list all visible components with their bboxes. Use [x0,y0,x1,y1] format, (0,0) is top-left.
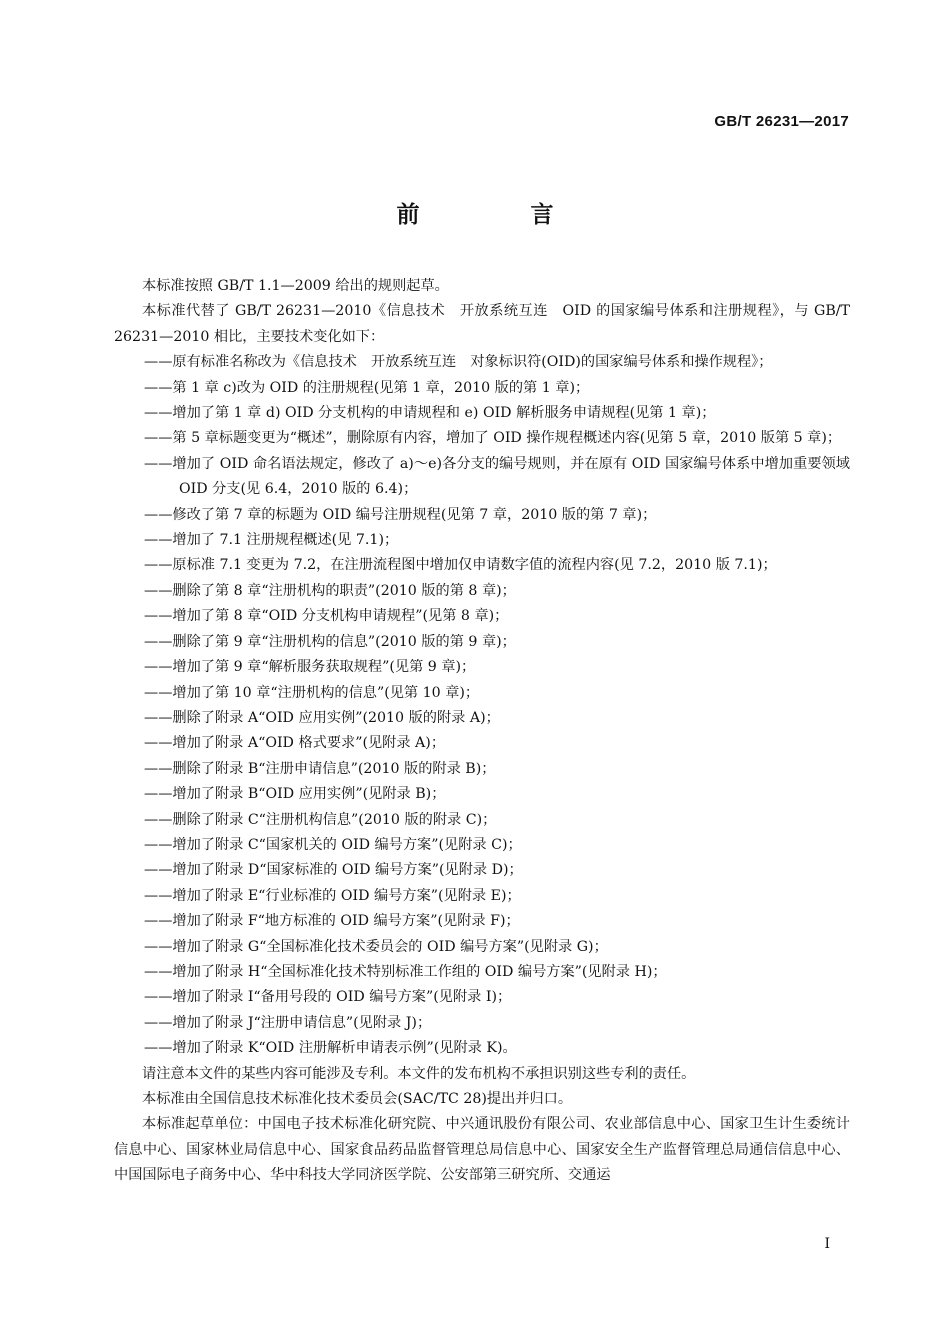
paragraph: 本标准起草单位：中国电子技术标准化研究院、中兴通讯股份有限公司、农业部信息中心、国家卫生计生委统计信息中心、国家林业局信息中心、国家食品药品监督管理总局信息中心、国家安全生产监督管理总局通信信息中心、中国国际电子商务中心、华中科技大学同济医学院、公安部第三研究所、交通运 [114,1116,850,1184]
list-item: ——删除了附录 A“OID 应用实例”(2010 版的附录 A)； [144,709,500,726]
paragraph: 本标准按照 GB/T 1.1—2009 给出的规则起草。 [142,278,449,294]
list-item: ——增加了附录 A“OID 格式要求”(见附录 A)； [144,735,446,752]
standard-code: GB/T 26231—2017 [714,113,849,130]
list-item: ——增加了第 9 章“解析服务获取规程”(见第 9 章)； [144,659,476,676]
list-item: ——第 1 章 c)改为 OID 的注册规程(见第 1 章，2010 版的第 1 章)； [144,379,590,396]
list-item: ——增加了附录 B“OID 应用实例”(见附录 B)； [144,786,446,803]
page-title: 前 言 [396,202,598,228]
list-item: ——增加了 7.1 注册规程概述(见 7.1)； [144,532,399,549]
list-item: ——增加了附录 I“备用号段的 OID 编号方案”(见附录 I)； [144,989,512,1006]
list-item: ——第 5 章标题变更为“概述”，删除原有内容，增加了 OID 操作规程概述内容(见第 5 章，2010 版第 5 章)； [144,430,842,447]
list-item: ——增加了附录 K“OID 注册解析申请表示例”(见附录 K)。 [144,1040,517,1057]
list-item: ——原标准 7.1 变更为 7.2，在注册流程图中增加仅申请数字值的流程内容(见 7.2，2010 版 7.1)； [144,557,777,574]
list-item: ——增加了附录 E“行业标准的 OID 编号方案”(见附录 E)； [144,887,521,904]
list-item: ——修改了第 7 章的标题为 OID 编号注册规程(见第 7 章，2010 版的第 7 章)； [144,506,657,523]
list-item: ——增加了附录 J“注册申请信息”(见附录 J)； [144,1014,432,1031]
document-body [114,274,850,1189]
list-item: ——增加了附录 C“国家机关的 OID 编号方案”(见附录 C)； [144,836,522,853]
list-item: ——增加了附录 H“全国标准化技术特别标准工作组的 OID 编号方案”(见附录 H)； [144,963,667,980]
list-item: ——增加了附录 D“国家标准的 OID 编号方案”(见附录 D)； [144,862,523,879]
page-number: I [824,1236,830,1252]
list-item: ——删除了附录 C“注册机构信息”(2010 版的附录 C)； [144,811,497,828]
list-item: ——增加了第 8 章“OID 分支机构申请规程”(见第 8 章)； [144,608,509,625]
list-item: ——删除了第 8 章“注册机构的职责”(2010 版的第 8 章)； [144,582,516,599]
list-item: ——增加了附录 G“全国标准化技术委员会的 OID 编号方案”(见附录 G)； [144,938,608,955]
list-item: ——增加了第 10 章“注册机构的信息”(见第 10 章)； [144,684,480,701]
change-list [114,350,850,1061]
list-item: ——原有标准名称改为《信息技术 开放系统互连 对象标识符(OID)的国家编号体系和操作规程》； [144,354,773,371]
paragraph: 请注意本文件的某些内容可能涉及专利。本文件的发布机构不承担识别这些专利的责任。 [142,1065,696,1082]
list-item: ——删除了第 9 章“注册机构的信息”(2010 版的第 9 章)； [144,633,516,650]
paragraph: 本标准代替了 GB/T 26231—2010《信息技术 开放系统互连 OID 的国家编号体系和注册规程》，与 GB/T 26231—2010 相比，主要技术变化如下： [114,303,850,345]
list-item: ——删除了附录 B“注册申请信息”(2010 版的附录 B)； [144,760,496,777]
list-item: ——增加了 OID 命名语法规定，修改了 a)～e)各分支的编号规则，并在原有 OID 国家编号体系中增加重要领域 OID 分支(见 6.4，2010 版的 6.4)； [144,455,850,498]
paragraph: 本标准由全国信息技术标准化技术委员会(SAC/TC 28)提出并归口。 [142,1091,573,1107]
list-item: ——增加了附录 F“地方标准的 OID 编号方案”(见附录 F)； [144,913,520,930]
list-item: ——增加了第 1 章 d) OID 分支机构的申请规程和 e) OID 解析服务申请规程(见第 1 章)； [144,405,716,422]
